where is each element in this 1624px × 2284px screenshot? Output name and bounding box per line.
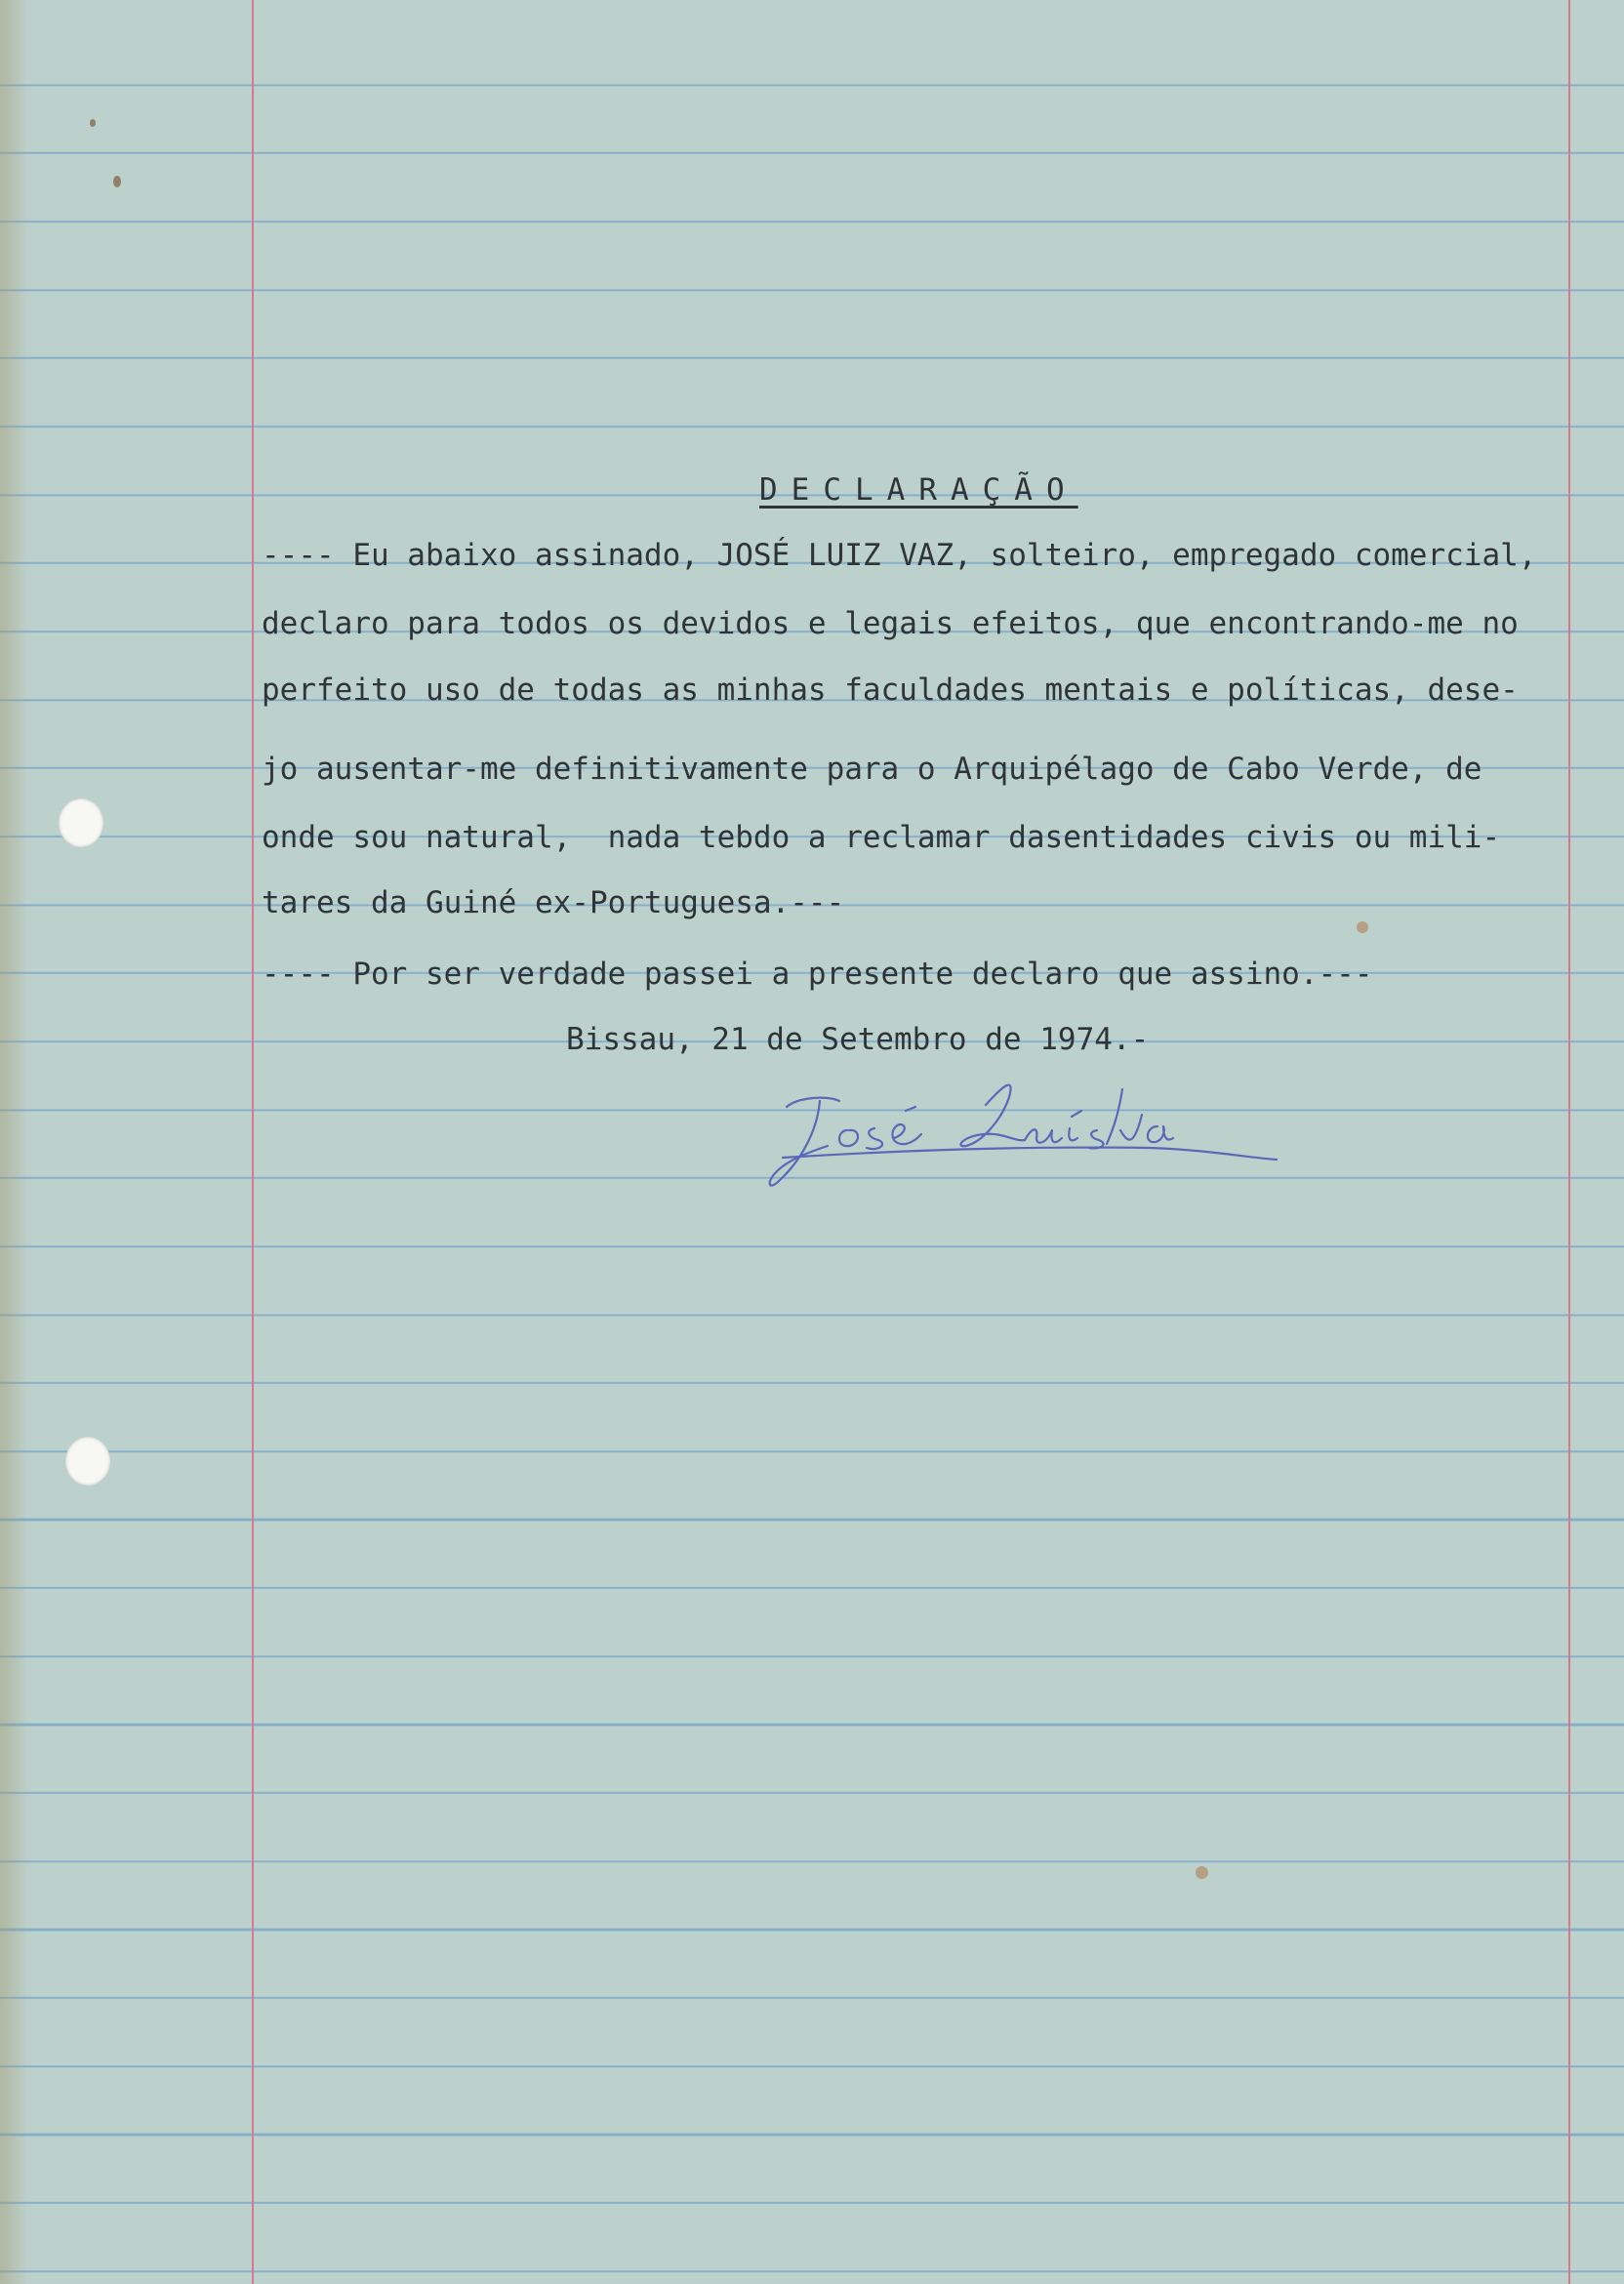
body-line: onde sou natural, nada tebdo a reclamar dasentidades civis ou mili- (262, 820, 1501, 855)
handwritten-signature (759, 1037, 1345, 1193)
punch-hole-top (59, 798, 103, 847)
paper-stain (1196, 1866, 1208, 1879)
body-line: perfeito uso de todas as minhas faculdades mentais e políticas, dese- (262, 673, 1519, 708)
place-and-date: Bissau, 21 de Setembro de 1974.- (566, 1022, 1150, 1057)
body-line: tares da Guiné ex-Portuguesa.--- (262, 885, 845, 920)
left-margin-line (252, 0, 254, 2284)
body-line: declaro para todos os devidos e legais efeitos, que encontrando-me no (262, 606, 1519, 641)
paper-stain (1357, 921, 1368, 933)
body-line: jo ausentar-me definitivamente para o Arquipélago de Cabo Verde, de (262, 752, 1482, 787)
body-line: ---- Eu abaixo assinado, JOSÉ LUIZ VAZ, solteiro, empregado comercial, (262, 538, 1537, 573)
closing-line: ---- Por ser verdade passei a presente declaro que assino.--- (262, 957, 1373, 992)
paper-edge-shadow (0, 0, 29, 2284)
right-margin-line (1568, 0, 1570, 2284)
paper-stain (113, 176, 121, 187)
paper-stain (90, 119, 96, 127)
punch-hole-bottom (65, 1437, 110, 1486)
document-title: DECLARAÇÃO (759, 472, 1078, 508)
